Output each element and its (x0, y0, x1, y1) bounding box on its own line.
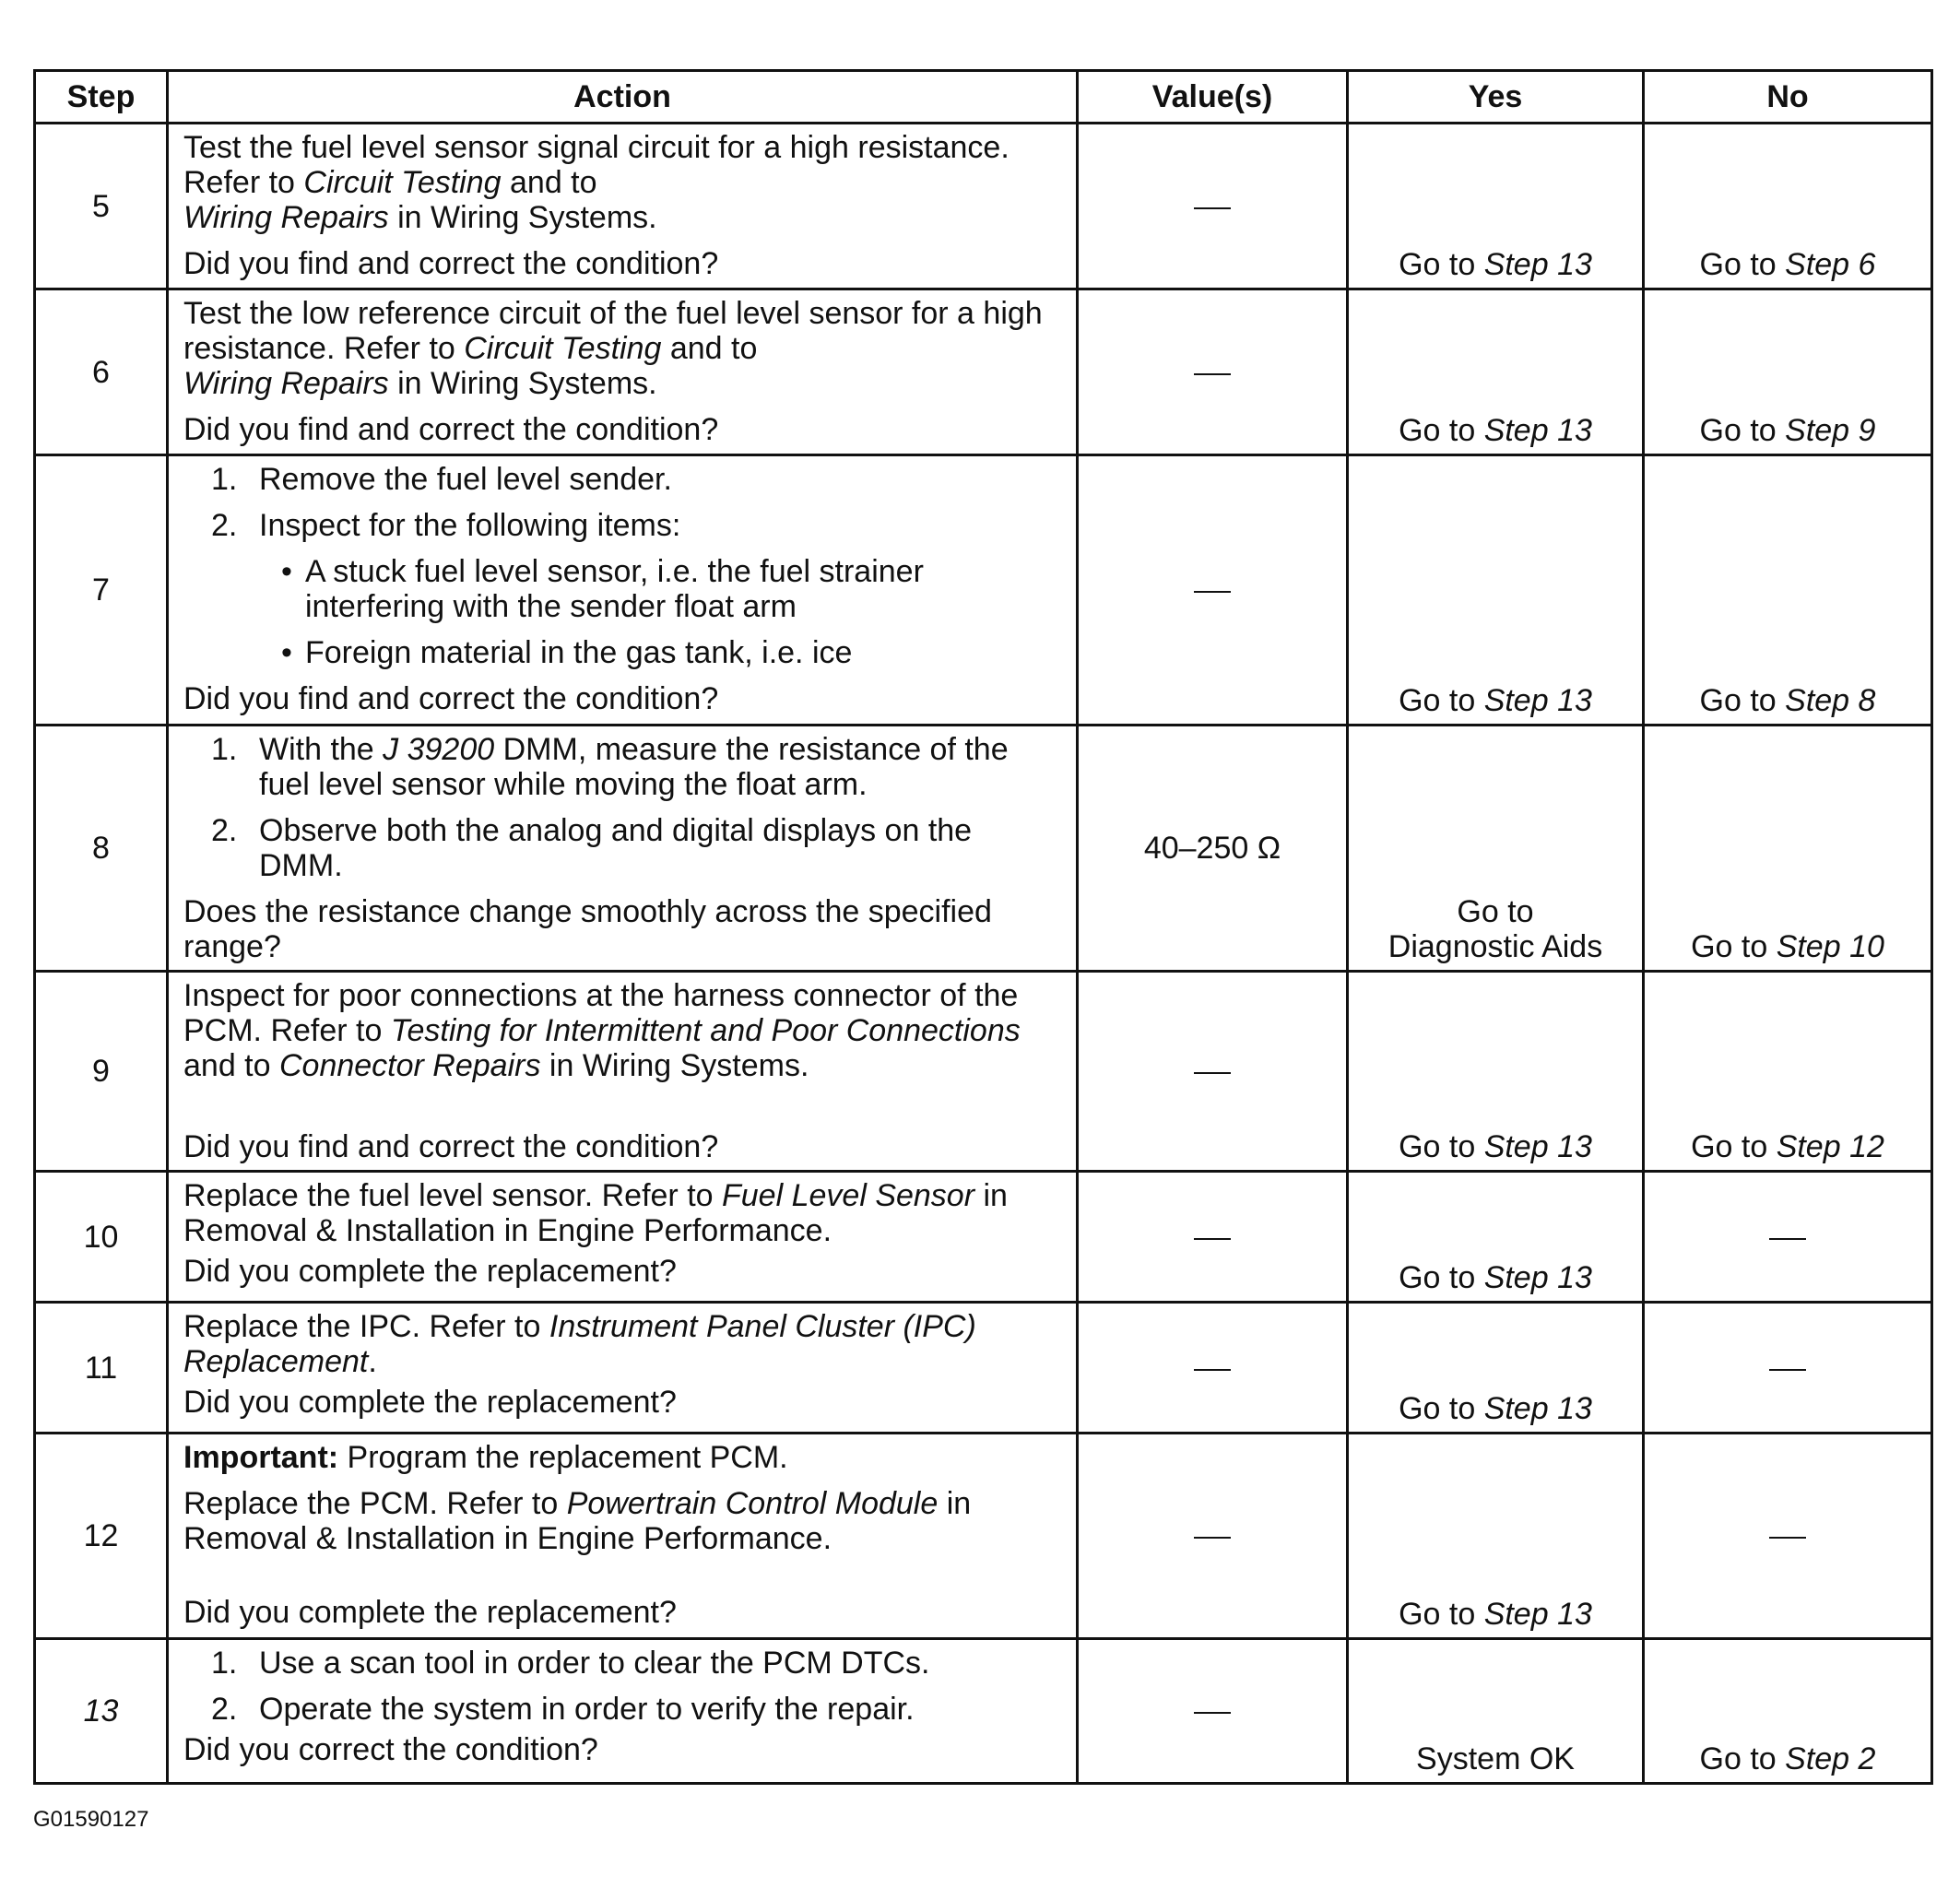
table-row (35, 1434, 1932, 1639)
step-link: Step 8 (1785, 683, 1876, 718)
no-cell (1644, 1303, 1932, 1434)
no-cell: Go to Step 12 (1644, 972, 1932, 1172)
yes-cell: Go to Diagnostic Aids (1348, 726, 1644, 972)
step-number: 10 (35, 1172, 168, 1303)
table-row (35, 289, 1932, 455)
table-row (35, 455, 1932, 726)
no-cell: Go to Step 2 (1644, 1639, 1932, 1784)
action-question: Did you complete the replacement? (183, 1385, 677, 1420)
yes-cell: Go to Step 13 (1348, 972, 1644, 1172)
yes-cell: Go to Step 13 (1348, 289, 1644, 455)
bullet-item: • A stuck fuel level sensor, i.e. the fuel strainer interfering with the sender float arm (281, 554, 924, 624)
value-cell (1078, 455, 1348, 726)
step-number: 9 (35, 972, 168, 1172)
action-question: Did you complete the replacement? (183, 1595, 677, 1630)
yes-cell: Go to Step 13 (1348, 124, 1644, 289)
action-cell (168, 289, 1078, 455)
action-question: Did you complete the replacement? (183, 1254, 677, 1289)
table-row (35, 726, 1932, 972)
dash-mark (1769, 1537, 1806, 1539)
reference-link: Wiring Repairs (183, 366, 389, 401)
diagnostic-table (33, 69, 1933, 1785)
step-link: Step 13 (1483, 413, 1592, 448)
action-cell (168, 1172, 1078, 1303)
action-cell (168, 124, 1078, 289)
value-cell (1078, 1303, 1348, 1434)
action-cell (168, 1639, 1078, 1784)
step-number: 12 (35, 1434, 168, 1639)
no-cell (1644, 1172, 1932, 1303)
bullet-list (259, 554, 1063, 670)
step-number: 6 (35, 289, 168, 455)
dash-mark (1769, 1369, 1806, 1371)
tool-reference: J 39200 (383, 732, 495, 767)
header-step: Step (35, 71, 168, 124)
step-number: 13 (35, 1639, 168, 1784)
action-question: Did you find and correct the condition? (183, 1129, 719, 1164)
action-cell (168, 1303, 1078, 1434)
action-question: Did you correct the condition? (183, 1732, 598, 1767)
numbered-list (183, 732, 1063, 883)
action-text: Test the low reference circuit of the fuel level sensor for a high resistance. Refer to Circuit Testing and to Wiring Repairs in Wiring Systems. (183, 296, 1043, 401)
list-item: 2. Observe both the analog and digital displays on the DMM. (211, 813, 973, 883)
dash-mark (1194, 1712, 1231, 1714)
list-item: 2. Inspect for the following items: • A stuck fuel level sensor, i.e. the fuel strainer interfering with the sender float arm • Foreign material in the gas tank, i.e. ice (183, 508, 1063, 670)
list-item: 2. Operate the system in order to verify the repair. (211, 1692, 915, 1727)
table-row (35, 1303, 1932, 1434)
action-text: Test the fuel level sensor signal circuit for a high resistance. Refer to Circuit Testing and to Wiring Repairs in Wiring Systems. (183, 130, 1010, 235)
reference-link: Fuel Level Sensor (722, 1178, 975, 1213)
value-cell (1078, 1639, 1348, 1784)
yes-cell: System OK (1348, 1639, 1644, 1784)
step-number: 7 (35, 455, 168, 726)
action-question: Did you find and correct the condition? (183, 246, 719, 281)
action-text: Replace the PCM. Refer to Powertrain Control Module in Removal & Installation in Engine Performance. (183, 1486, 972, 1556)
table-row (35, 1172, 1932, 1303)
numbered-list (183, 462, 1063, 670)
header-no: No (1644, 71, 1932, 124)
table-row (35, 972, 1932, 1172)
step-number: 11 (35, 1303, 168, 1434)
no-cell (1644, 1434, 1932, 1639)
important-note: Important: Program the replacement PCM. (183, 1440, 788, 1475)
action-text: Replace the IPC. Refer to Instrument Panel Cluster (IPC) Replacement. (183, 1309, 976, 1379)
no-cell: Go to Step 8 (1644, 455, 1932, 726)
value-cell (1078, 1172, 1348, 1303)
dash-mark (1769, 1238, 1806, 1240)
step-number: 5 (35, 124, 168, 289)
no-cell: Go to Step 6 (1644, 124, 1932, 289)
value-cell (1078, 1434, 1348, 1639)
reference-link: Powertrain Control Module (566, 1486, 939, 1521)
dash-mark (1194, 1369, 1231, 1371)
yes-cell: Go to Step 13 (1348, 455, 1644, 726)
dash-mark (1194, 1072, 1231, 1074)
header-row (35, 71, 1932, 124)
yes-cell: Go to Step 13 (1348, 1172, 1644, 1303)
header-values: Value(s) (1078, 71, 1348, 124)
step-link: Step 13 (1483, 247, 1592, 282)
reference-link: Testing for Intermittent and Poor Connections (390, 1013, 1021, 1048)
value-cell (1078, 289, 1348, 455)
value-cell (1078, 972, 1348, 1172)
step-link: Step 13 (1483, 1129, 1592, 1164)
step-link: Step 6 (1785, 247, 1876, 282)
reference-link: Circuit Testing (464, 331, 662, 366)
yes-cell: Go to Step 13 (1348, 1434, 1644, 1639)
action-cell (168, 1434, 1078, 1639)
list-item: 1. Remove the fuel level sender. (211, 462, 672, 497)
numbered-list (183, 1646, 1063, 1727)
reference-link: Wiring Repairs (183, 200, 389, 235)
step-number: 8 (35, 726, 168, 972)
action-text: Inspect for poor connections at the harness connector of the PCM. Refer to Testing for Intermittent and Poor Connections and to Connector Repairs in Wiring Systems. (183, 978, 1021, 1083)
dash-mark (1194, 1537, 1231, 1539)
step-link: Step 12 (1776, 1129, 1884, 1164)
dash-mark (1194, 373, 1231, 375)
header-action: Action (168, 71, 1078, 124)
action-cell (168, 972, 1078, 1172)
no-cell: Go to Step 10 (1644, 726, 1932, 972)
list-item: 1. With the J 39200 DMM, measure the resistance of the fuel level sensor while moving the float arm. (211, 732, 1009, 802)
table-row (35, 1639, 1932, 1784)
no-cell: Go to Step 9 (1644, 289, 1932, 455)
reference-link: Instrument Panel Cluster (IPC) Replacement (183, 1309, 976, 1379)
step-link: Step 13 (1483, 683, 1592, 718)
value-cell (1078, 124, 1348, 289)
action-question: Does the resistance change smoothly across the specified range? (183, 894, 992, 964)
table-row (35, 124, 1932, 289)
dash-mark (1194, 207, 1231, 209)
yes-cell: Go to Step 13 (1348, 1303, 1644, 1434)
step-link: Step 2 (1785, 1741, 1876, 1776)
header-yes: Yes (1348, 71, 1644, 124)
action-question: Did you find and correct the condition? (183, 412, 719, 447)
value-cell: 40–250 Ω (1078, 726, 1348, 972)
action-cell (168, 726, 1078, 972)
step-link: Step 10 (1776, 929, 1884, 964)
figure-id: G01590127 (33, 1807, 149, 1832)
dash-mark (1194, 1238, 1231, 1240)
step-link: Step 13 (1483, 1597, 1592, 1632)
important-label: Important: (183, 1440, 339, 1475)
action-cell (168, 455, 1078, 726)
step-link: Step 13 (1483, 1260, 1592, 1295)
action-question: Did you find and correct the condition? (183, 681, 719, 716)
list-item: 1. Use a scan tool in order to clear the PCM DTCs. (211, 1646, 930, 1681)
reference-link: Connector Repairs (278, 1048, 541, 1083)
step-link: Step 13 (1483, 1391, 1592, 1426)
reference-link: Circuit Testing (303, 165, 502, 200)
step-link: Step 9 (1785, 413, 1876, 448)
dash-mark (1194, 591, 1231, 593)
bullet-item: • Foreign material in the gas tank, i.e. ice (281, 635, 853, 670)
action-text: Replace the fuel level sensor. Refer to Fuel Level Sensor in Removal & Installation in Engine Performance. (183, 1178, 1008, 1248)
